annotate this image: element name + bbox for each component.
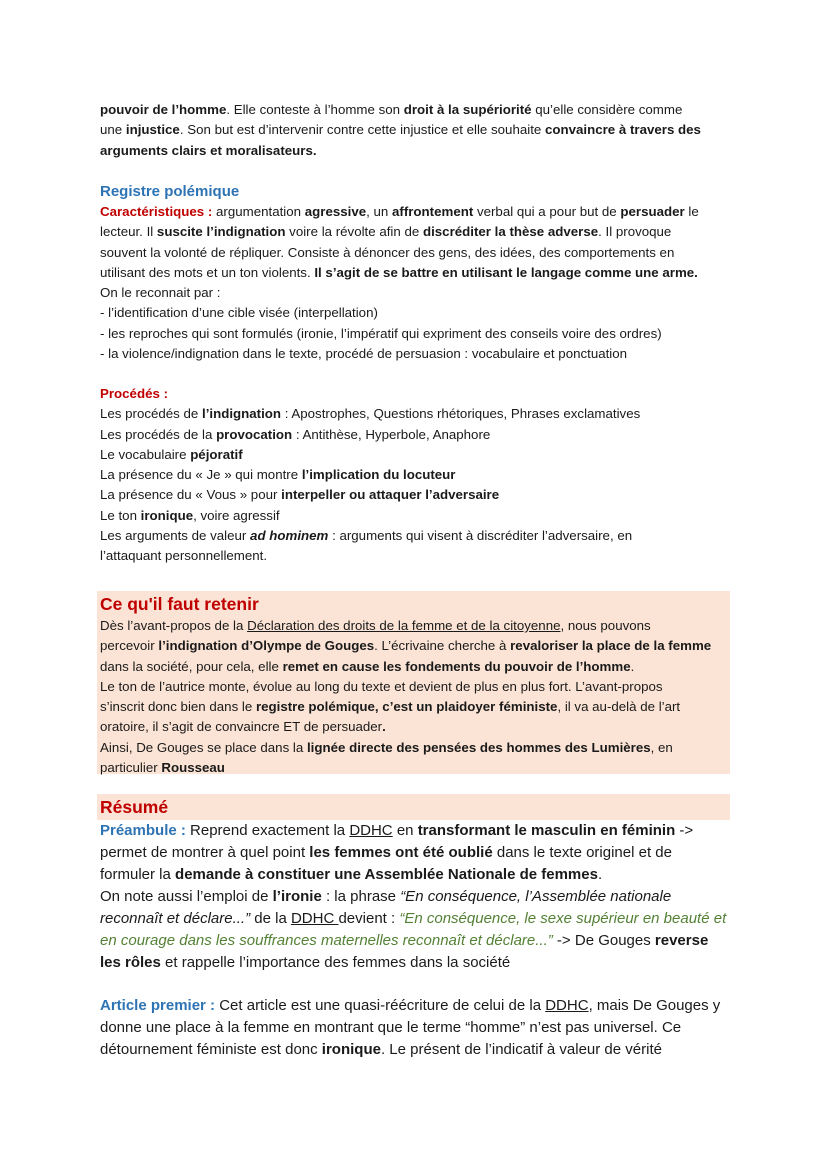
text-run: Les procédés de la <box>100 426 217 442</box>
text-line <box>100 738 732 758</box>
text-run: voire la révolte afin de <box>285 224 423 240</box>
text-line <box>100 717 732 737</box>
text-run: Il s’agit de se battre en utilisant le langage comme une arme. <box>314 264 698 280</box>
text-run: l’indignation d’Olympe de Gouges <box>158 638 375 654</box>
text-run: l’indignation <box>202 406 282 422</box>
text-line <box>100 100 732 120</box>
text-run: , en <box>650 739 673 755</box>
text-run: droit à la supériorité <box>403 102 532 117</box>
text-line <box>100 344 732 364</box>
preambule-paragraph <box>100 820 732 974</box>
text-line <box>100 303 732 323</box>
text-run: en <box>392 822 418 839</box>
text-run: , mais De Gouges y <box>588 997 721 1014</box>
text-run: dans la société, pour cela, elle <box>100 658 283 674</box>
text-run: qu’elle considère comme <box>531 102 683 117</box>
text-run: suscite l’indignation <box>156 224 286 240</box>
retenir-heading: Ce qu'il faut retenir <box>100 594 259 614</box>
text-run: : arguments qui visent à discréditer l’adversaire, en <box>328 528 633 544</box>
text-line <box>100 616 732 636</box>
text-run: transformant le masculin en féminin <box>417 822 676 839</box>
text-run: formuler la <box>100 866 176 883</box>
text-line <box>100 202 732 222</box>
text-run: Caractéristiques : <box>100 204 213 219</box>
text-run: reconnaît et déclare...” <box>100 910 251 927</box>
text-run: “En conséquence, le sexe supérieur en beauté et <box>399 910 727 927</box>
text-run: oratoire, il s’agit de convaincre ET de persuader <box>100 719 383 735</box>
procedes-section <box>100 384 732 567</box>
text-run: lecteur. Il <box>100 224 157 240</box>
text-line <box>100 324 732 344</box>
text-run: ironique <box>321 1041 381 1058</box>
text-run: s’inscrit donc bien dans le <box>100 699 256 715</box>
text-run: - la violence/indignation dans le texte, procédé de persuasion : vocabulaire et ponctuation <box>100 346 628 362</box>
text-run: - les reproches qui sont formulés (ironie, l’impératif qui expriment des conseils voire des ordres) <box>100 325 662 341</box>
text-line <box>100 697 732 717</box>
text-line <box>100 263 732 283</box>
text-line <box>100 404 732 424</box>
text-run: Ainsi, De Gouges se place dans la <box>100 739 307 755</box>
text-run: particulier <box>100 760 162 776</box>
text-line <box>100 506 732 526</box>
text-run: registre polémique, c’est un plaidoyer féministe <box>255 699 558 715</box>
text-run: Les procédés de <box>100 406 203 422</box>
text-run: Le vocabulaire <box>100 446 191 462</box>
text-line <box>100 485 732 505</box>
text-run: revaloriser la place de la femme <box>510 638 712 654</box>
text-run: reverse <box>654 932 709 949</box>
text-run: injustice <box>125 122 180 138</box>
text-run: le <box>684 204 699 219</box>
text-run: les femmes ont été oublié <box>309 844 493 861</box>
text-run: demande à constituer une Assemblée Nationale de femmes <box>175 866 598 883</box>
text-run: remet en cause les fondements du pouvoir de l’homme <box>282 658 631 674</box>
text-line <box>100 1017 732 1039</box>
text-run: . Elle conteste à l’homme son <box>226 102 404 117</box>
text-line <box>100 243 732 263</box>
text-run: La présence du « Vous » pour <box>100 487 282 503</box>
text-run: permet de montrer à quel point <box>100 844 310 861</box>
text-run: . <box>630 658 635 674</box>
text-run: et rappelle l’importance des femmes dans la société <box>160 954 511 971</box>
text-line <box>100 995 732 1017</box>
text-run: “En conséquence, l’Assemblée nationale <box>400 888 672 905</box>
text-run: devient : <box>338 910 400 927</box>
text-run: interpeller ou attaquer l’adversaire <box>281 487 500 503</box>
text-line <box>100 952 732 974</box>
text-run: lignée directe des pensées des hommes des Lumières <box>306 739 651 755</box>
text-line <box>100 842 732 864</box>
text-run: les rôles <box>100 954 161 971</box>
text-run: -> <box>675 822 694 839</box>
text-run: l’implication du locuteur <box>301 467 456 483</box>
text-run: l’ironie <box>272 888 322 905</box>
text-run: provocation <box>216 426 293 442</box>
retenir-body <box>100 616 732 778</box>
text-run: ironique <box>140 507 194 523</box>
text-run: utilisant des mots et un ton violents. <box>100 264 315 280</box>
text-line <box>100 465 732 485</box>
text-run: dans le texte originel et de <box>492 844 672 861</box>
text-line <box>100 657 732 677</box>
text-run: agressive <box>304 204 367 219</box>
text-line <box>100 820 732 842</box>
text-run: détournement féministe est donc <box>100 1041 322 1058</box>
text-run: donne une place à la femme en montrant que le terme “homme” n’est pas universel. Ce <box>100 1019 682 1036</box>
text-run: discréditer la thèse adverse <box>422 224 599 240</box>
text-line <box>100 758 732 778</box>
procedes-body <box>100 404 732 566</box>
text-line <box>100 425 732 445</box>
resume-heading-band <box>97 794 730 820</box>
text-run: On note aussi l’emploi de <box>100 888 273 905</box>
text-run: percevoir <box>100 638 159 654</box>
text-run: : Antithèse, Hyperbole, Anaphore <box>292 426 491 442</box>
text-run: . <box>382 719 386 735</box>
retenir-body-wrap <box>100 616 732 778</box>
text-run: convaincre à travers des <box>544 122 701 138</box>
text-run: pouvoir de l’homme <box>100 102 227 117</box>
text-run: Rousseau <box>161 760 225 776</box>
text-line <box>100 222 732 242</box>
text-run: Cet article est une quasi-réécriture de celui de la <box>215 997 546 1014</box>
text-line <box>100 526 732 546</box>
text-run: Préambule : <box>100 822 186 839</box>
procedes-heading: Procédés : <box>100 386 168 401</box>
text-line <box>100 886 732 908</box>
text-run: -> De Gouges <box>552 932 655 949</box>
polemique-body <box>100 202 732 364</box>
text-run: Déclaration des droits de la femme et de la citoyenne <box>247 618 561 633</box>
text-run: argumentation <box>212 204 305 219</box>
text-run: une <box>100 122 126 138</box>
text-run: souvent la volonté de répliquer. Consiste à dénoncer des gens, des idées, des comportements en <box>100 244 675 260</box>
text-line <box>100 1039 732 1061</box>
article-premier-paragraph <box>100 995 732 1061</box>
text-run: Dès l’avant-propos de la <box>100 618 248 633</box>
text-run: Reprend exactement la <box>185 822 350 839</box>
text-run: l’attaquant personnellement. <box>100 548 268 564</box>
resume-heading: Résumé <box>100 797 169 817</box>
text-line <box>100 864 732 886</box>
text-run: . Son but est d’intervenir contre cette injustice et elle souhaite <box>179 122 545 138</box>
text-line <box>100 283 732 303</box>
article-body <box>100 995 732 1061</box>
text-run: de la <box>250 910 291 927</box>
text-run: La présence du « Je » qui montre <box>100 467 302 483</box>
text-run: . Il provoque <box>598 224 672 240</box>
text-run: : la phrase <box>321 888 401 905</box>
intro-paragraph <box>100 100 732 161</box>
text-run: DDHC <box>290 910 339 927</box>
text-run: péjoratif <box>190 446 243 462</box>
text-run: verbal qui a pour but de <box>473 204 621 219</box>
text-run: - l’identification d’une cible visée (interpellation) <box>100 305 378 321</box>
text-run: , il va au-delà de l’art <box>557 699 681 715</box>
text-run: On le reconnait par : <box>100 285 221 301</box>
text-run: Les arguments de valeur <box>100 528 251 544</box>
text-line <box>100 677 732 697</box>
preambule-body <box>100 820 732 974</box>
text-run: DDHC <box>545 997 589 1014</box>
text-run: . L’écrivaine cherche à <box>374 638 511 654</box>
text-run: , voire agressif <box>193 507 280 523</box>
text-run: . <box>597 866 603 883</box>
text-line <box>100 908 732 930</box>
text-line <box>100 141 732 161</box>
text-run: Article premier : <box>100 997 216 1014</box>
text-run: Le ton de l’autrice monte, évolue au long du texte et devient de plus en plus fort. L’avant-propos <box>100 678 663 694</box>
text-run: : Apostrophes, Questions rhétoriques, Phrases exclamatives <box>281 406 641 422</box>
text-line <box>100 445 732 465</box>
text-line <box>100 930 732 952</box>
text-run: persuader <box>620 204 685 219</box>
text-run: arguments clairs et moralisateurs. <box>100 142 317 158</box>
text-line <box>100 636 732 656</box>
text-run: , nous pouvons <box>560 618 651 633</box>
registre-polemique-section <box>100 182 732 364</box>
text-line <box>100 546 732 566</box>
text-run: . Le présent de l’indicatif à valeur de vérité <box>380 1041 662 1058</box>
text-run: affrontement <box>392 204 474 219</box>
text-run: Le ton <box>100 507 141 523</box>
section-heading: Registre polémique <box>100 183 240 200</box>
text-run: en courage dans les souffrances maternelles reconnaît et déclare...” <box>100 932 553 949</box>
text-run: ad hominem <box>250 528 329 544</box>
text-run: DDHC <box>349 822 393 839</box>
text-line <box>100 120 732 140</box>
text-run: , un <box>366 204 392 219</box>
